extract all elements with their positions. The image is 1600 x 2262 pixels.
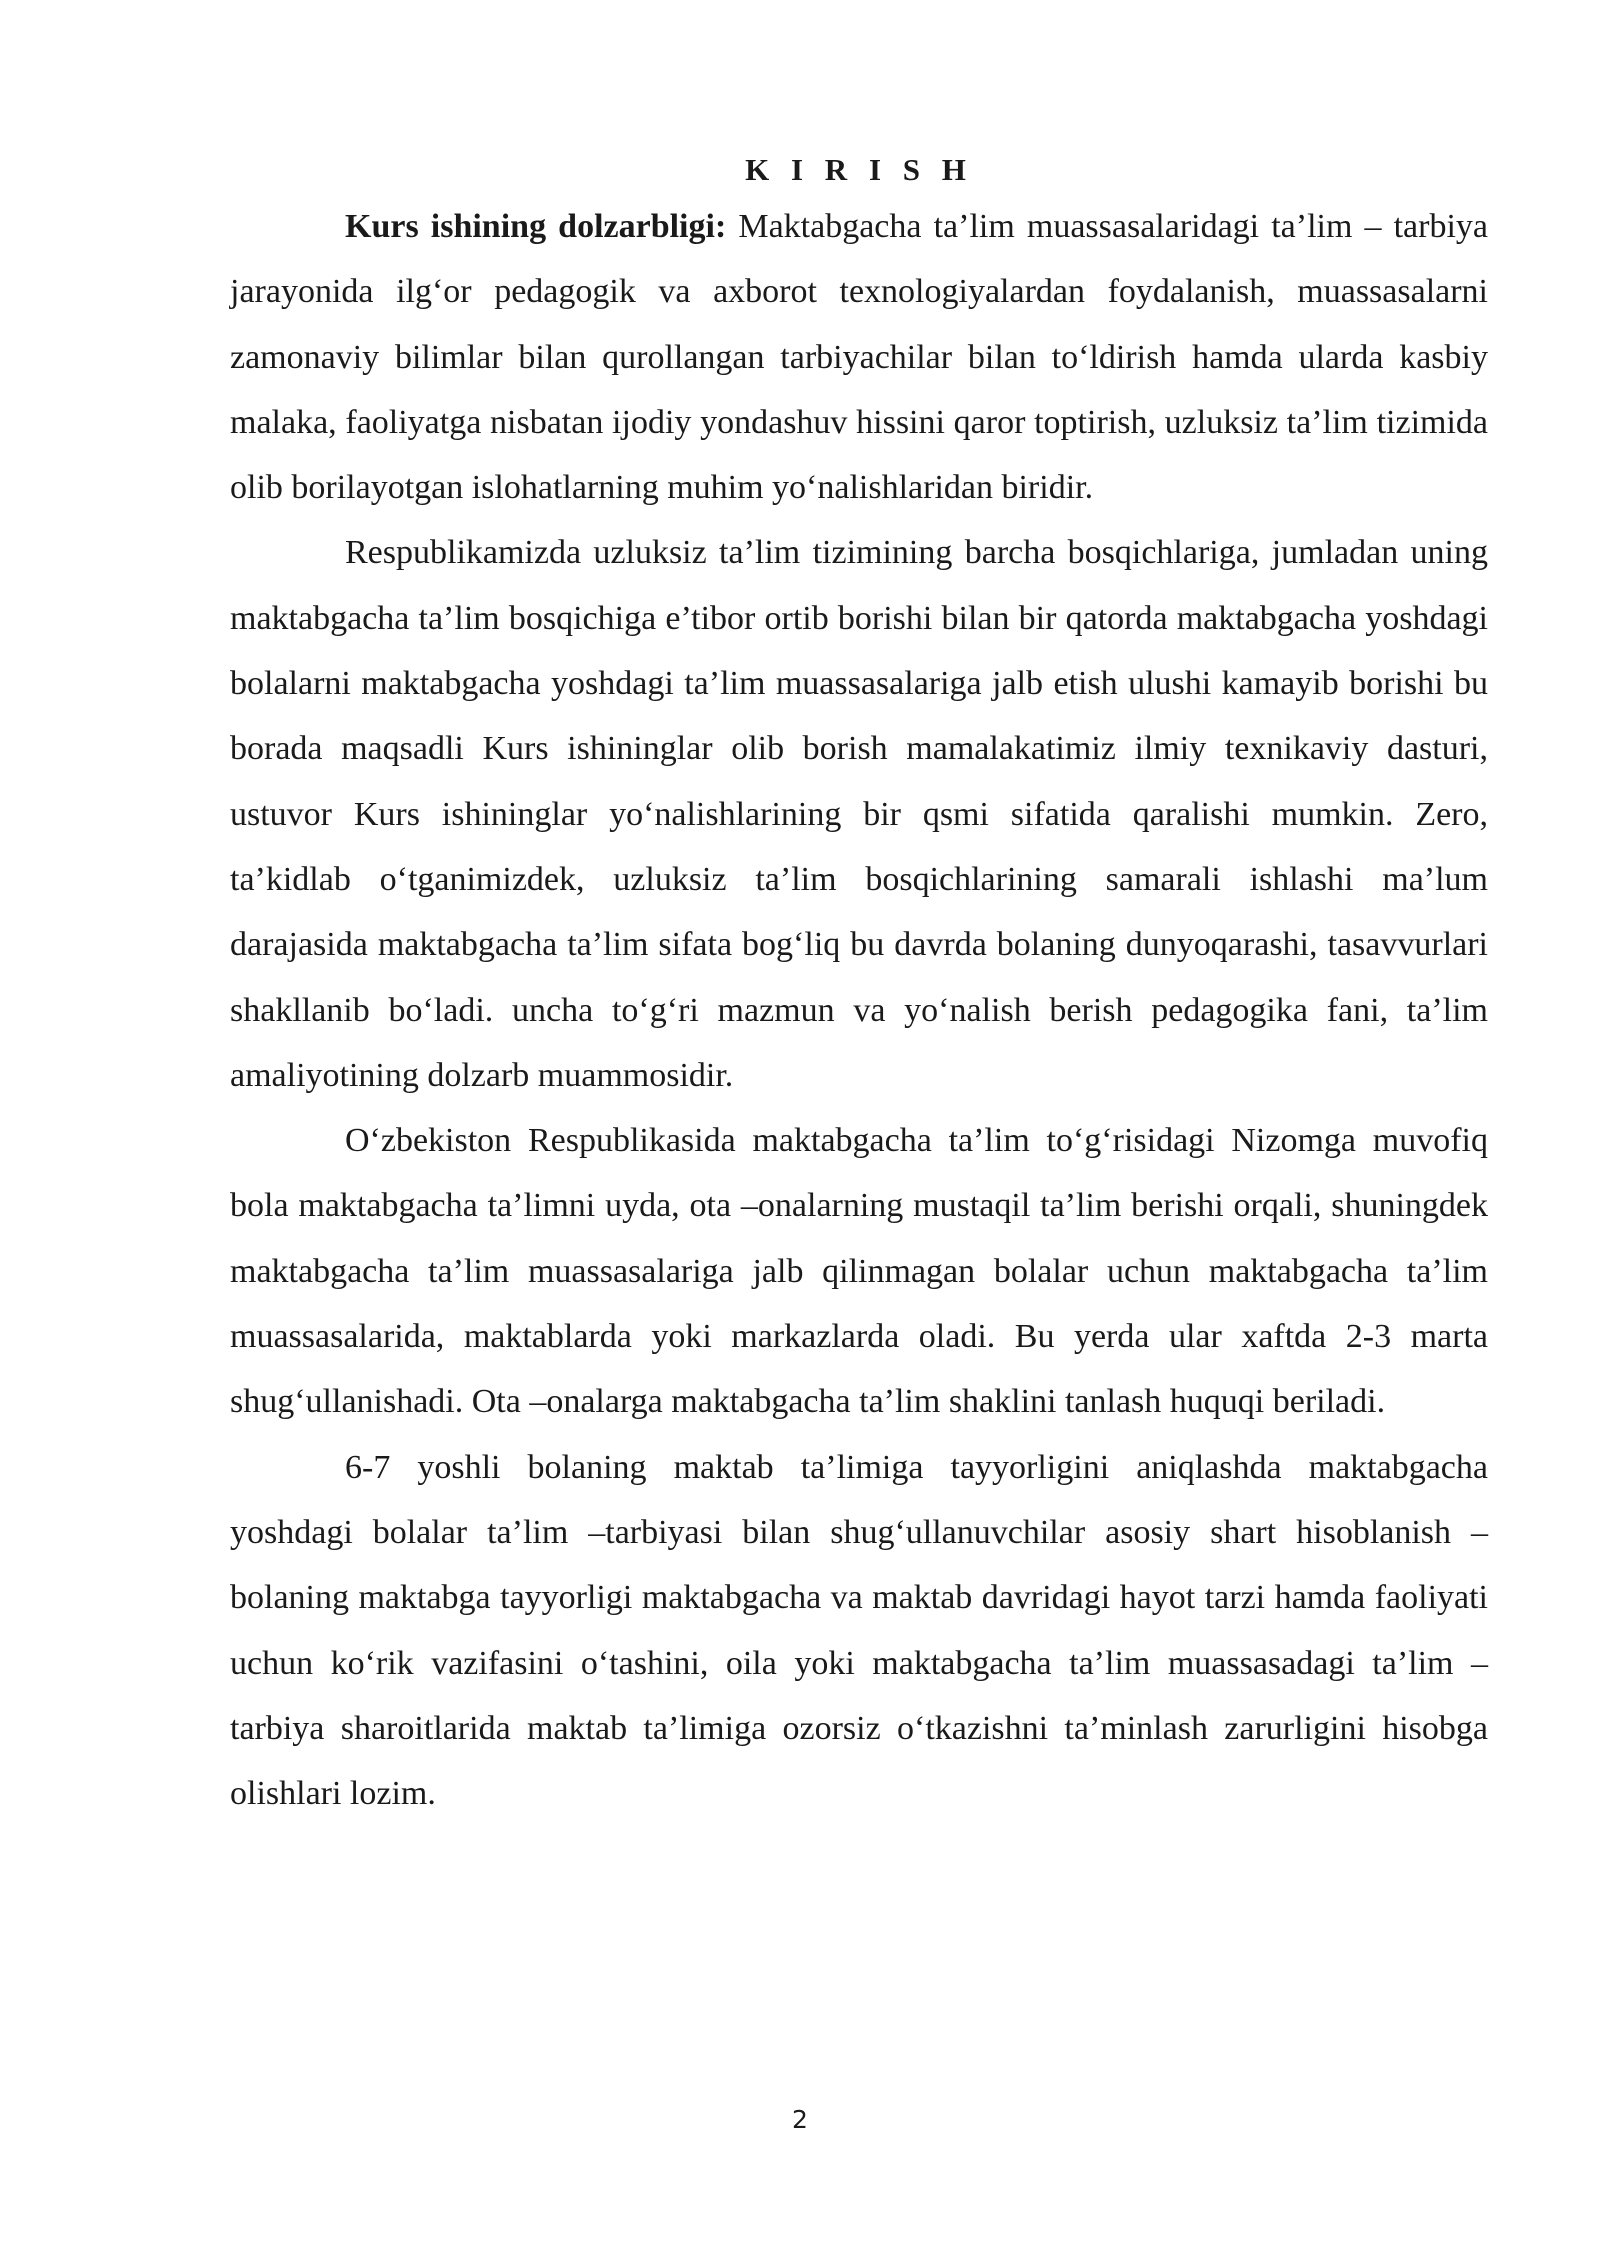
intro-paragraph xyxy=(230,194,1488,520)
body-paragraph: Respublikamizda uzluksiz ta’lim tizimining barcha bosqichlariga, jumladan uning maktabgacha ta’lim bosqichiga e’tibor ortib borishi bilan bir qatorda maktabgacha yoshdagi bolalarni maktabgacha yoshdagi ta’lim muassasalariga jalb etish ulushi kamayib borishi bu borada maqsadli Kurs ishininglar olib borish mamalakatimiz ilmiy texnikaviy dasturi, ustuvor Kurs ishininglar yo‘nalishlarining bir qsmi sifatida qaralishi mumkin. Zero, ta’kidlab o‘tganimizdek, uzluksiz ta’lim bosqichlarining samarali ishlashi ma’lum darajasida maktabgacha ta’lim sifata bog‘liq bu davrda bolaning dunyoqarashi, tasavvurlari shakllanib bo‘ladi. uncha to‘g‘ri mazmun va yo‘nalish berish pedagogika fani, ta’lim amaliyotining dolzarb muammosidir. xyxy=(230,534,1488,1094)
intro-text: Maktabgacha ta’lim muassasalaridagi ta’lim – tarbiya jarayonida ilg‘or pedagogik va axborot texnologiyalardan foydalanish, muassasalarni zamonaviy bilimlar bilan qurollangan tarbiyachilar bilan to‘ldirish hamda ularda kasbiy malaka, faoliyatga nisbatan ijodiy yondashuv hissini qaror toptirish, uzluksiz ta’lim tizimida olib borilayotgan islohatlarning muhim yo‘nalishlaridan biridir. xyxy=(230,208,1488,507)
intro-label: Kurs ishining dolzarbligi: xyxy=(345,208,727,245)
page-body xyxy=(230,148,1488,1826)
page-number: 2 xyxy=(792,2105,808,2134)
body-paragraph: 6-7 yoshli bolaning maktab ta’limiga tayyorligini aniqlashda maktabgacha yoshdagi bolalar ta’lim –tarbiyasi bilan shug‘ullanuvchilar asosiy shart hisoblanish – bolaning maktabga tayyorligi maktabgacha va maktab davridagi hayot tarzi hamda faoliyati uchun ko‘rik vazifasini o‘tashini, oila yoki maktabgacha ta’lim muassasadagi ta’lim –tarbiya sharoitlarida maktab ta’limiga ozorsiz o‘tkazishni ta’minlash zarurligini hisobga olishlari lozim. xyxy=(230,1448,1488,1813)
section-heading: K I R I S H xyxy=(745,152,973,187)
body-paragraph: O‘zbekiston Respublikasida maktabgacha ta’lim to‘g‘risidagi Nizomga muvofiq bola maktabgacha ta’limni uyda, ota –onalarning mustaqil ta’lim berishi orqali, shuningdek maktabgacha ta’lim muassasalariga jalb qilinmagan bolalar uchun maktabgacha ta’lim muassasalarida, maktablarda yoki markazlarda oladi. Bu yerda ular xaftda 2-3 marta shug‘ullanishadi. Ota –onalarga maktabgacha ta’lim shaklini tanlash huquqi beriladi. xyxy=(230,1122,1488,1421)
